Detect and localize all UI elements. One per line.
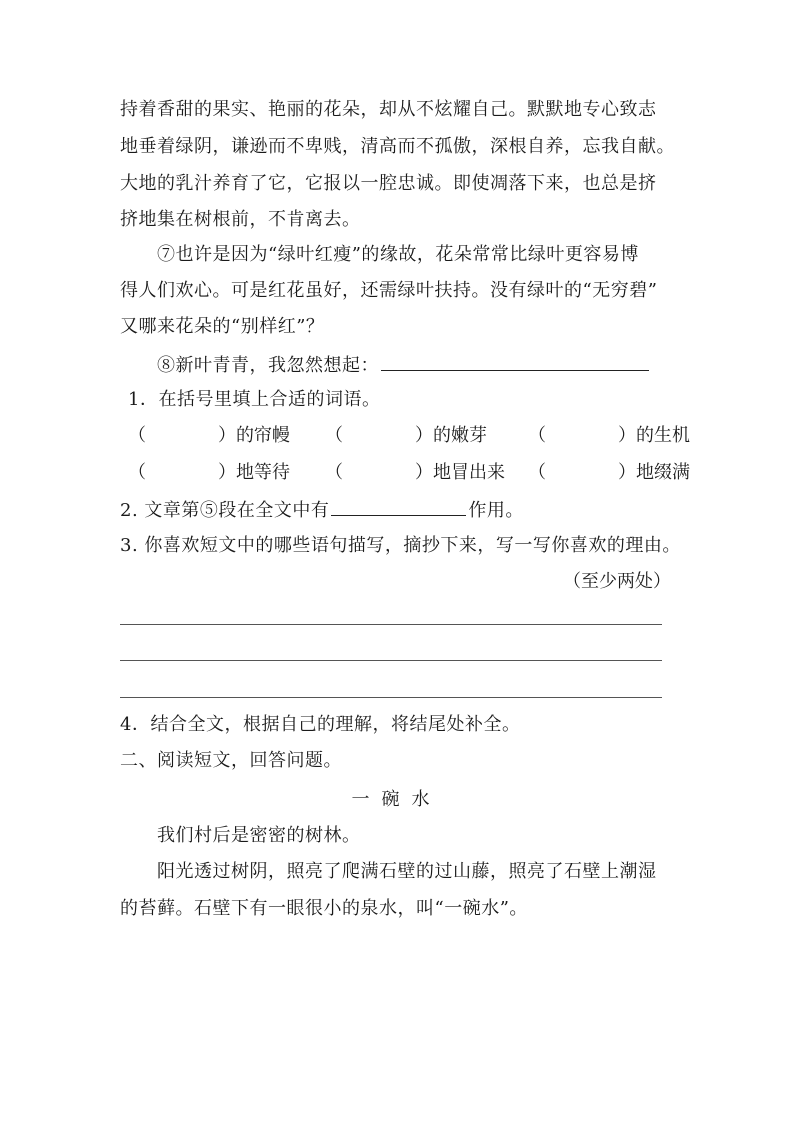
answer-line[interactable] [120, 697, 662, 698]
passage-line: 挤地集在树根前，不肯离去。 [120, 209, 361, 230]
paragraph-8-text: ⑧新叶青青，我忽然想起： [157, 355, 379, 376]
passage-line: 地垂着绿阴，谦逊而不卑贱，清高而不孤傲，深根自养，忘我自献。 [120, 136, 675, 157]
story-line: 阳光透过树阴，照亮了爬满石壁的过山藤，照亮了石壁上潮湿 [157, 861, 657, 882]
fill-word-item[interactable]: （ ）地等待 [128, 462, 290, 483]
answer-line[interactable] [120, 660, 662, 661]
paragraph-8 [157, 352, 651, 378]
fill-word-item[interactable]: （ ）地冒出来 [325, 462, 505, 483]
story-line: 我们村后是密密的树林。 [157, 825, 361, 846]
question-3: 3. 你喜欢短文中的哪些语句描写，摘抄下来，写一写你喜欢的理由。 [120, 535, 681, 556]
fill-word-item[interactable]: （ ）地缀满 [528, 462, 690, 483]
question-1: 1．在括号里填上合适的词语。 [128, 389, 381, 410]
story-line: 的苔藓。石壁下有一眼很小的泉水，叫“一碗水”。 [120, 898, 528, 919]
paragraph-7-line: ⑦也许是因为“绿叶红瘦”的缘故，花朵常常比绿叶更容易博 [157, 244, 639, 265]
paragraph-7-line: 得人们欢心。可是红花虽好，还需绿叶扶持。没有绿叶的“无穷碧” [120, 280, 658, 301]
answer-line[interactable] [120, 624, 662, 625]
story-title: 一碗水 [351, 789, 442, 810]
fill-word-item[interactable]: （ ）的帘幔 [128, 425, 290, 446]
passage-line: 持着香甜的果实、艳丽的花朵，却从不炫耀自己。默默地专心致志 [120, 99, 657, 120]
question-3-note: （至少两处） [563, 571, 671, 592]
fill-word-item[interactable]: （ ）的嫩芽 [325, 425, 487, 446]
question-2 [120, 497, 524, 523]
question-2-suffix: 作用。 [468, 500, 524, 521]
fill-word-item[interactable]: （ ）的生机 [528, 425, 690, 446]
section-heading: 二、阅读短文，回答问题。 [120, 750, 342, 771]
question-2-blank[interactable] [331, 497, 466, 516]
ending-answer-blank[interactable] [381, 352, 649, 371]
passage-line: 大地的乳汁养育了它，它报以一腔忠诚。即使凋落下来，也总是挤 [120, 173, 657, 194]
paragraph-7-line: 又哪来花朵的“别样红”？ [120, 316, 325, 337]
question-2-prefix: 2. 文章第⑤段在全文中有 [120, 500, 330, 521]
question-4: 4．结合全文，根据自己的理解，将结尾处补全。 [120, 714, 521, 735]
